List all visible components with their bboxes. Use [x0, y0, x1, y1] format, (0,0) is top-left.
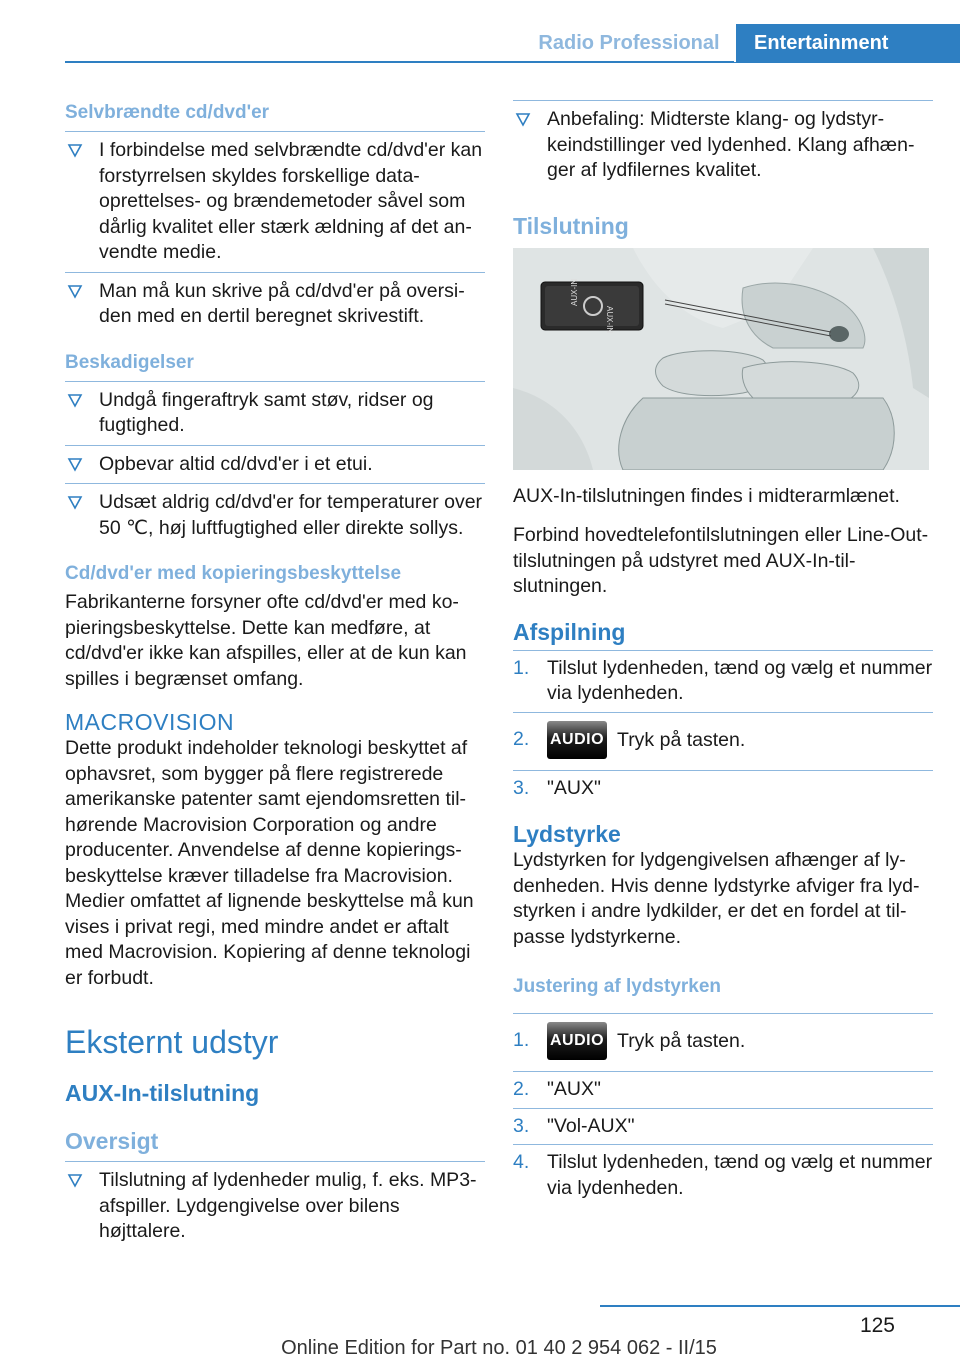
step-number: 3. [513, 1114, 530, 1137]
triangle-bullet-icon [67, 1170, 83, 1190]
list-item [513, 712, 933, 770]
step-text: "AUX" [547, 776, 601, 799]
list-item-text: Anbefaling: Midterste klang- og lydstyrkeindstillinger ved lydenhed. Klang afhænger af lydfilernes kvalitet. [547, 108, 915, 181]
heading-damage: Beskadigelser [65, 351, 194, 373]
triangle-bullet-icon [67, 140, 83, 160]
list-item [513, 1108, 933, 1145]
triangle-bullet-icon [67, 492, 83, 512]
step-number: 1. [513, 1029, 530, 1051]
step-number: 2. [513, 1078, 530, 1100]
list-item-text: Udsæt aldrig cd/dvd'er for temperaturer over 50 ℃, høj luftfugtighed eller direkte sollys. [99, 491, 483, 539]
step-text: Tilslut lydenheden, tænd og vælg et nummer via lydenheden. [547, 656, 933, 704]
list-item [513, 1013, 933, 1071]
armrest-illustration [513, 248, 929, 470]
list-item [65, 131, 485, 272]
right-column [513, 100, 933, 1206]
selfburned-list [65, 131, 485, 336]
step-text: Tryk på tasten. [617, 728, 746, 751]
list-item [513, 1071, 933, 1108]
step-text: "Vol-AUX" [547, 1114, 635, 1137]
list-item [65, 1161, 485, 1251]
step-text: Tilslut lydenheden, tænd og vælg et nummer via lydenheden. [547, 1151, 933, 1199]
overview-list [65, 1161, 485, 1251]
recommendation-list [513, 100, 933, 190]
inset-label: AUX-IN [605, 305, 614, 333]
step-number: 4. [513, 1151, 530, 1173]
step-number: 1. [513, 656, 530, 679]
heading-aux-in: AUX-In-tilslutning [65, 1080, 260, 1106]
tab-entertainment: Entertainment [736, 24, 960, 62]
adjust-steps [513, 1013, 933, 1206]
list-item [513, 770, 933, 807]
copy-protection-text: Fabrikanterne forsyner ofte cd/dvd'er med kopieringsbeskyttelse. Dette kan medføre, at cd/dvd'er ikke kan afspilles, eller at de kun kan spilles i begrænset omfang. [65, 591, 467, 690]
triangle-bullet-icon [67, 281, 83, 301]
list-item-text: Man må kun skrive på cd/dvd'er på oversiden med en dertil beregnet skrivestift. [99, 279, 465, 327]
heading-volume: Lydstyrke [513, 821, 621, 847]
list-item [65, 483, 485, 547]
triangle-bullet-icon [67, 454, 83, 474]
tab-radio-professional: Radio Professional [538, 31, 720, 54]
connection-instruction-text: Forbind hovedtelefontilslutningen eller Line-Out-tilslutningen på udstyret med AUX-In-tilslutningen. [513, 524, 929, 597]
list-item-text: Undgå fingeraftryk samt støv, ridser og fugtighed. [99, 388, 434, 436]
audio-button-icon: AUDIO [547, 721, 607, 759]
triangle-bullet-icon [67, 390, 83, 410]
inset-label: AUX-IN [570, 278, 579, 306]
list-item [65, 445, 485, 484]
damage-list [65, 381, 485, 548]
list-item-text: Tilslutning af lydenheder mulig, f. eks. MP3-afspiller. Lydgengivelse over bilens højttalere. [99, 1169, 477, 1242]
list-item [65, 272, 485, 336]
list-item [513, 650, 933, 712]
heading-adjust-volume: Justering af lydstyrken [513, 976, 722, 997]
step-text: "AUX" [547, 1078, 601, 1100]
heading-overview: Oversigt [65, 1128, 159, 1154]
macrovision-text: Dette produkt indeholder teknologi beskyttet af ophavsret, som bygger på flere registrerede amerikanske patenter samt ejendomsretten tilhørende Macrovision Corporation og andre producenter. Anvendelse af denne kopieringsbeskyttelse kræver tilladelse fra Macrovision. Medier omfattet af lignende beskyttelse må kun vises i privat regi, med mindre andet er aftalt med Macrovision. Kopiering af denne teknologi er forbudt. [65, 737, 474, 989]
heading-external-equipment: Eksternt udstyr [65, 1024, 279, 1060]
heading-selfburned: Selvbrændte cd/dvd'er [65, 102, 270, 123]
heading-macrovision: MACROVISION [65, 709, 235, 735]
connection-location-text: AUX-In-tilslutningen findes i midterarmlænet. [513, 484, 900, 507]
triangle-bullet-icon [515, 109, 531, 129]
list-item-text: I forbindelse med selvbrændte cd/dvd'er kan forstyrrelsen skyldes forskellige dataoprettelses- og brændemetoder såvel som dårlig kvalitet eller stærk ældning af det anvendte medie. [99, 139, 483, 263]
volume-text: Lydstyrken for lydgengivelsen afhænger af lydenheden. Hvis denne lydstyrke afviger fra lydstyrken i andre lydkilder, er det en fordel at tilpasse lydstyrkerne. [513, 849, 920, 948]
heading-connection: Tilslutning [513, 212, 629, 239]
footer-rule [600, 1305, 960, 1307]
edition-footer: Online Edition for Part no. 01 40 2 954 062 - II/15 [281, 1337, 717, 1359]
playback-steps [513, 650, 933, 807]
left-column [65, 100, 485, 1251]
heading-copy-protection: Cd/dvd'er med kopieringsbeskyttelse [65, 563, 402, 584]
audio-button-icon: AUDIO [547, 1022, 607, 1060]
step-text: Tryk på tasten. [617, 1030, 746, 1052]
aux-in-photo [513, 248, 929, 470]
list-item-text: Opbevar altid cd/dvd'er i et etui. [99, 452, 373, 475]
step-number: 2. [513, 727, 530, 750]
heading-playback: Afspilning [513, 618, 626, 645]
page-number: 125 [859, 1314, 895, 1337]
step-number: 3. [513, 776, 530, 799]
list-item [513, 1144, 933, 1206]
list-item [513, 100, 933, 190]
list-item [65, 381, 485, 445]
